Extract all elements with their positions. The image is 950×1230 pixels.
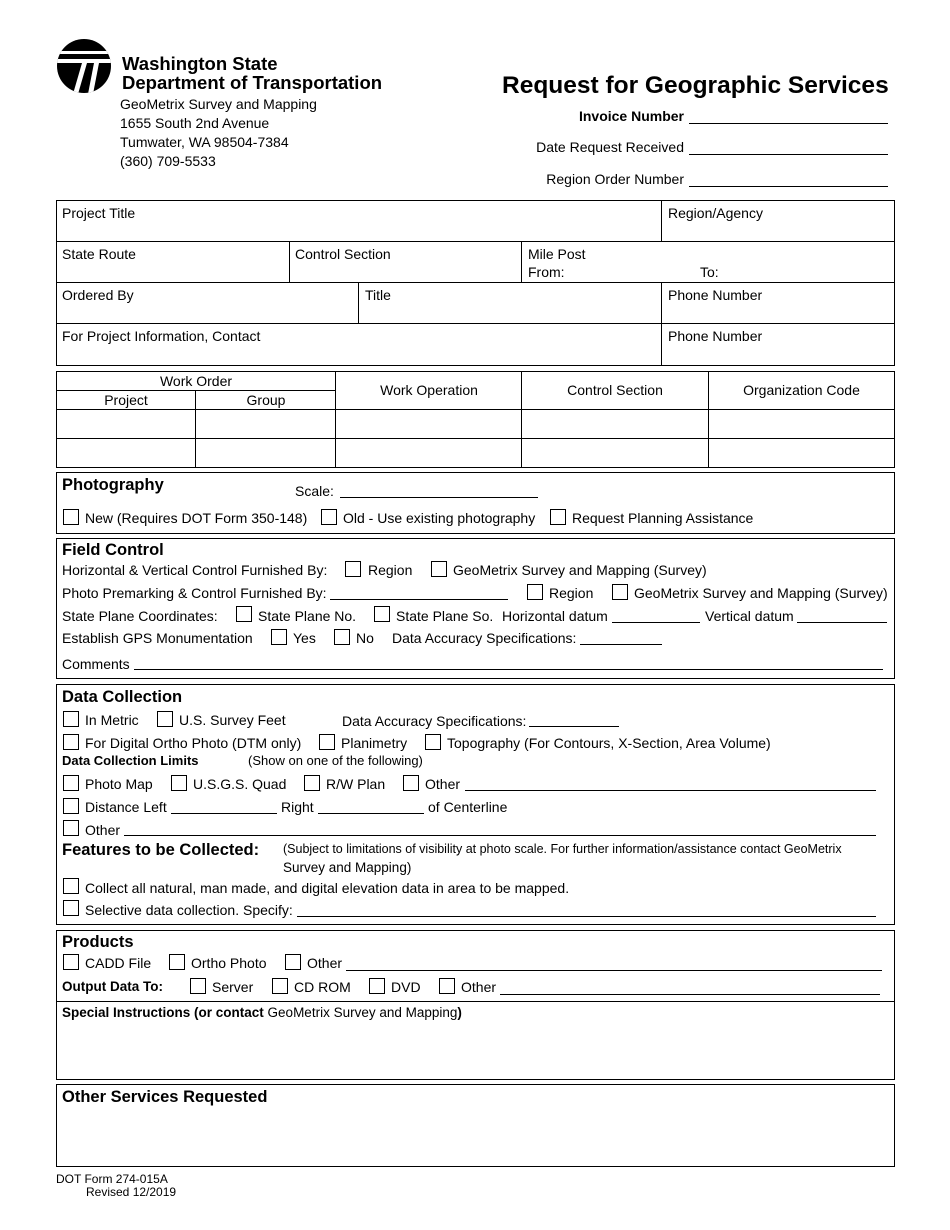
premark-label: Photo Premarking & Control Furnished By: [62,585,327,601]
output-other-field[interactable] [500,994,880,995]
ortho-dtm-label: For Digital Ortho Photo (DTM only) [85,735,302,751]
state-route-field[interactable]: State Route [62,246,136,262]
data-collection-title: Data Collection [62,688,183,706]
limits-other-field[interactable] [465,790,876,791]
rw-plan-label: R/W Plan [326,776,386,792]
gps-no-checkbox[interactable] [334,629,350,645]
photo-map-checkbox[interactable] [63,775,79,791]
centerline-label: of Centerline [428,799,508,815]
ortho-photo-label: Ortho Photo [191,955,267,971]
fc-accuracy-field[interactable] [580,644,662,645]
output-data-label: Output Data To: [62,979,163,994]
planning-assistance-label: Request Planning Assistance [572,510,754,526]
control-section-field[interactable]: Control Section [295,246,391,262]
usgs-quad-label: U.S.G.S. Quad [193,776,287,792]
collect-all-label: Collect all natural, man made, and digital elevation data in area to be mapped. [85,880,570,896]
work-operation-header: Work Operation [380,382,478,398]
rw-plan-checkbox[interactable] [304,775,320,791]
premark-region-checkbox[interactable] [527,584,543,600]
revised-date: Revised 12/2019 [86,1185,177,1199]
dvd-label: DVD [391,979,421,995]
collect-all-checkbox[interactable] [63,878,79,894]
address-line-1: GeoMetrix Survey and Mapping [120,96,317,112]
other-limits2-checkbox[interactable] [63,820,79,836]
address-line-4: (360) 709-5533 [120,153,216,169]
hv-geometrix-checkbox[interactable] [431,561,447,577]
cdrom-label: CD ROM [294,979,351,995]
other-limits2-field[interactable] [124,835,876,836]
planning-assistance-checkbox[interactable] [550,509,566,525]
ortho-dtm-checkbox[interactable] [63,734,79,750]
features-note-line2: Survey and Mapping) [283,860,412,875]
cadd-file-label: CADD File [85,955,152,971]
other-limits2-label: Other [85,822,121,838]
limits-label: Data Collection Limits [62,753,199,768]
state-plane-north-label: State Plane No. [258,608,357,624]
cadd-file-checkbox[interactable] [63,954,79,970]
right-label: Right [281,799,314,815]
organization-code-header: Organization Code [743,382,860,398]
gps-yes-checkbox[interactable] [271,629,287,645]
metric-checkbox[interactable] [63,711,79,727]
gps-yes-label: Yes [293,630,316,646]
hv-geometrix-label: GeoMetrix Survey and Mapping (Survey) [453,562,707,578]
region-order-label: Region Order Number [546,171,684,187]
gps-label: Establish GPS Monumentation [62,630,253,646]
address-line-3: Tumwater, WA 98504-7384 [120,134,289,150]
distance-left-label: Distance Left [85,799,167,815]
other-services-title: Other Services Requested [62,1088,268,1106]
horizontal-datum-label: Horizontal datum [502,608,608,624]
gps-no-label: No [356,630,374,646]
comments-label: Comments [62,656,130,672]
hv-region-label: Region [368,562,413,578]
wsdot-logo-icon [56,38,112,94]
new-photography-label: New (Requires DOT Form 350-148) [85,510,308,526]
features-note-line1: (Subject to limitations of visibility at photo scale. For further information/assistance contact GeoMetrix [283,842,842,856]
features-title: Features to be Collected: [62,841,260,859]
old-photography-label: Old - Use existing photography [343,510,536,526]
scale-label: Scale: [295,483,334,499]
scale-field[interactable] [340,497,538,498]
dc-accuracy-field[interactable] [529,726,619,727]
planimetry-label: Planimetry [341,735,408,751]
dc-accuracy-label: Data Accuracy Specifications: [342,713,527,729]
title-field[interactable]: Title [365,287,391,303]
dvd-checkbox[interactable] [369,978,385,994]
control-section-header: Control Section [567,382,663,398]
mile-post-label: Mile Post [528,246,586,262]
products-other-checkbox[interactable] [285,954,301,970]
survey-feet-label: U.S. Survey Feet [179,712,286,728]
old-photography-checkbox[interactable] [321,509,337,525]
group-column-header: Group [246,392,286,408]
photography-title: Photography [62,476,164,494]
horizontal-datum-field[interactable] [612,622,700,623]
cdrom-checkbox[interactable] [272,978,288,994]
selective-checkbox[interactable] [63,900,79,916]
server-label: Server [212,979,254,995]
contact-phone-field[interactable]: Phone Number [668,328,763,344]
agency-name-line1: Washington State [122,53,278,74]
premark-geometrix-checkbox[interactable] [612,584,628,600]
state-plane-south-checkbox[interactable] [374,606,390,622]
limits-other-checkbox[interactable] [403,775,419,791]
work-order-header: Work Order [159,373,233,389]
distance-left-field[interactable] [171,813,277,814]
state-plane-north-checkbox[interactable] [236,606,252,622]
phone-number-field[interactable]: Phone Number [668,287,763,303]
photo-map-label: Photo Map [85,776,153,792]
fc-accuracy-label: Data Accuracy Specifications: [392,630,577,646]
new-photography-checkbox[interactable] [63,509,79,525]
date-received-field[interactable] [689,154,888,155]
ordered-by-field[interactable]: Ordered By [62,287,134,303]
survey-feet-checkbox[interactable] [157,711,173,727]
vertical-datum-label: Vertical datum [705,608,794,624]
mile-post-from-field[interactable]: From: [528,264,565,280]
usgs-quad-checkbox[interactable] [171,775,187,791]
limits-other-label: Other [425,776,461,792]
invoice-number-label: Invoice Number [578,108,684,124]
topography-label: Topography (For Contours, X-Section, Area Volume) [447,735,771,751]
selective-field[interactable] [297,916,876,917]
region-agency-field[interactable]: Region/Agency [668,205,763,221]
products-other-field[interactable] [346,970,882,971]
contact-field[interactable]: For Project Information, Contact [62,328,261,344]
date-received-label: Date Request Received [536,139,684,155]
comments-field[interactable] [134,669,883,670]
server-checkbox[interactable] [190,978,206,994]
hv-control-label: Horizontal & Vertical Control Furnished By: [62,562,328,578]
selective-label: Selective data collection. Specify: [85,902,293,918]
output-other-label: Other [461,979,497,995]
mile-post-to-field[interactable]: To: [700,264,719,280]
invoice-number-field[interactable] [689,123,888,124]
distance-checkbox[interactable] [63,798,79,814]
limits-note: (Show on one of the following) [248,753,423,768]
state-plane-south-label: State Plane So. [396,608,494,624]
distance-right-field[interactable] [318,813,424,814]
output-other-checkbox[interactable] [439,978,455,994]
premark-region-label: Region [549,585,594,601]
premark-field[interactable] [330,599,508,600]
ortho-photo-checkbox[interactable] [169,954,185,970]
planimetry-checkbox[interactable] [319,734,335,750]
metric-label: In Metric [85,712,139,728]
project-title-field[interactable]: Project Title [62,205,136,221]
region-order-field[interactable] [689,186,888,187]
agency-name-line2: Department of Transportation [122,72,383,93]
products-other-label: Other [307,955,343,971]
form-title: Request for Geographic Services [502,72,889,99]
project-column-header: Project [104,392,148,408]
topography-checkbox[interactable] [425,734,441,750]
vertical-datum-field[interactable] [797,622,887,623]
form-number: DOT Form 274-015A [56,1172,168,1186]
hv-region-checkbox[interactable] [345,561,361,577]
field-control-title: Field Control [62,541,164,559]
special-instructions-label[interactable]: Special Instructions (or contact GeoMetrix Survey and Mapping) [62,1005,462,1020]
products-title: Products [62,933,134,951]
address-line-2: 1655 South 2nd Avenue [120,115,270,131]
premark-geometrix-label: GeoMetrix Survey and Mapping (Survey) [634,585,888,601]
spc-label: State Plane Coordinates: [62,608,218,624]
